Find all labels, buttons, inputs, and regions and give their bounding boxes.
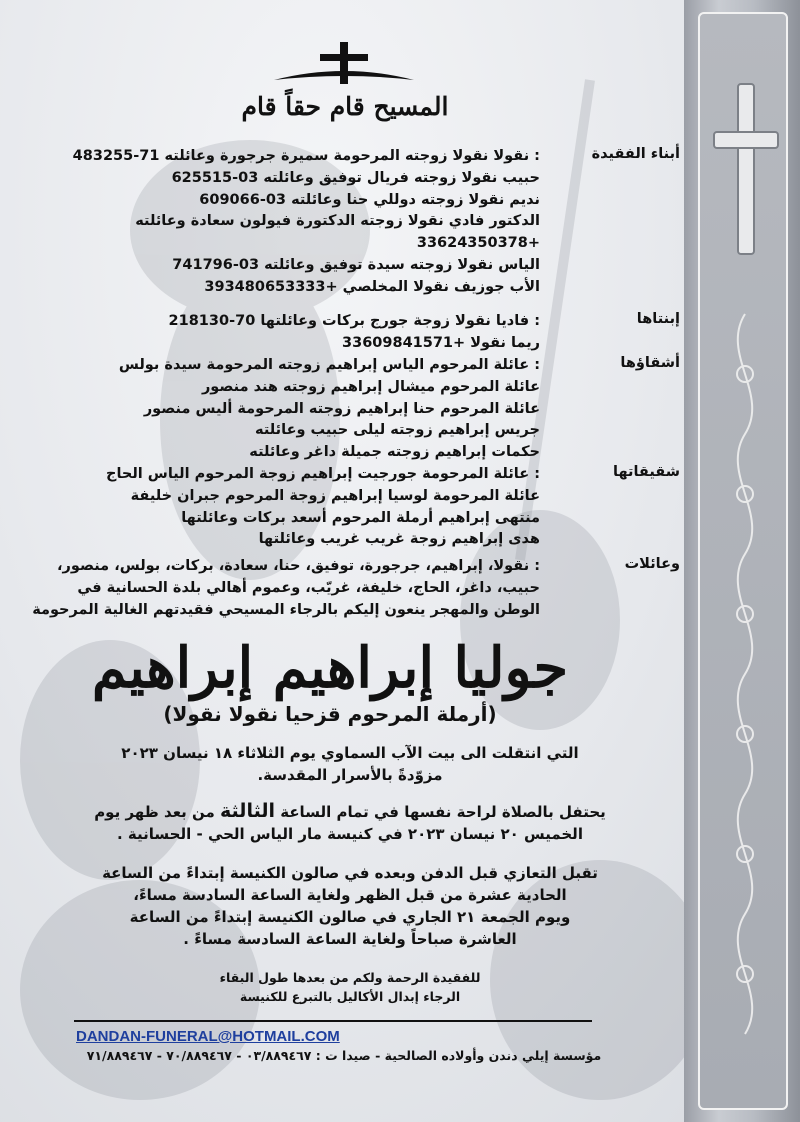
deceased-subtitle: (أرملة المرحوم قزحيا نقولا نقولا): [163, 702, 497, 726]
passing-paragraph: [60, 742, 640, 786]
closing-line: الرجاء إبدال الأكاليل بالتبرع للكنيسة: [239, 989, 461, 1004]
relatives-lines: [20, 556, 540, 621]
passing-line: مزوّدةً بالأسرار المقدسة.: [257, 766, 443, 784]
condolences-line: الحادية عشرة من قبل الظهر ولغاية الساعة السادسة مساءً،: [133, 886, 567, 904]
relative-line: حبيب نقولا زوجته فريال توفيق وعائلته 03-625515: [171, 169, 540, 186]
relatives-label: شقيقاتها: [613, 464, 680, 480]
side-cross-ornament-icon: [700, 14, 790, 1112]
relatives-label: أبناء الفقيدة: [591, 146, 680, 162]
relatives-section: [60, 311, 680, 355]
funeral-text: من بعد ظهر يوم: [94, 803, 215, 821]
relative-line: جريس إبراهيم زوجته ليلى حبيب وعائلته: [255, 422, 540, 439]
side-border-panel: [698, 12, 788, 1110]
relative-line: عائلة المرحوم ميشال إبراهيم زوجته هند منصور: [201, 378, 540, 395]
relative-line: هدى إبراهيم زوجة غريب غريب وعائلتها: [258, 531, 540, 548]
relative-line: الياس نقولا زوجته سيدة توفيق وعائلته 03-741796: [172, 256, 540, 273]
page-title: المسيح قام حقاً قام: [241, 92, 449, 121]
relative-line: : نقولا، إبراهيم، جرجورة، توفيق، حنا، سعادة، بركات، بولس، منصور،: [57, 558, 540, 574]
relatives-lines: [20, 464, 540, 551]
relative-line: : عائلة المرحوم الياس إبراهيم زوجته المرحومة سيدة بولس: [118, 357, 540, 373]
relatives-section: [60, 146, 680, 300]
relative-line: +33624350378: [416, 235, 540, 252]
relative-line: منتهى إبراهيم أرملة المرحوم أسعد بركات وعائلتها: [181, 509, 540, 526]
funeral-paragraph: [60, 800, 640, 845]
relative-line: عائلة المرحوم حنا إبراهيم زوجته المرحومة أليس منصور: [143, 400, 540, 417]
condolences-line: تقبل التعازي قبل الدفن وبعده في صالون الكنيسة إبتداءً من الساعة: [102, 864, 598, 882]
condolences-line: ويوم الجمعة ٢١ الجاري في صالون الكنيسة إبتداءً من الساعة: [129, 908, 571, 926]
relatives-lines: [20, 146, 540, 299]
closing-line: للفقيدة الرحمة ولكم من بعدها طول البقاء: [219, 970, 481, 985]
relative-line: حبيب، داغر، الحاج، خليفة، غريّب، وعموم أهالي بلدة الحسانية في: [77, 579, 540, 596]
divider: [74, 1020, 592, 1022]
closing-note: [200, 968, 500, 1006]
relatives-section: [60, 464, 680, 552]
funeral-line: [60, 800, 640, 823]
relative-line: الدكتور فادي نقولا زوجته الدكتورة فيولون سعادة وعائلته: [135, 213, 540, 230]
relatives-lines: [20, 355, 540, 464]
relatives-section: [32, 556, 680, 622]
funeral-hour: الثالثة: [220, 800, 275, 822]
relative-line: عائلة المرحومة لوسيا إبراهيم زوجة المرحوم جبران خليفة: [130, 487, 540, 504]
relatives-section: [60, 355, 680, 465]
agency-contact: مؤسسة إيلي دندن وأولاده الصالحية - صيدا ت : ٠٣/٨٨٩٤٦٧ - ٧٠/٨٨٩٤٦٧ - ٧١/٨٨٩٤٦٧: [86, 1048, 602, 1063]
condolences-paragraph: [60, 862, 640, 950]
email-link[interactable]: DANDAN-FUNERAL@HOTMAIL.COM: [76, 1028, 340, 1045]
relative-line: ريما نقولا +33609841571: [342, 334, 540, 351]
funeral-text: يحتفل بالصلاة لراحة نفسها في تمام الساعة: [280, 803, 606, 821]
relative-line: حكمات إبراهيم زوجته جميلة داغر وعائلته: [249, 444, 540, 461]
relatives-label: وعائلات: [624, 556, 680, 572]
cross-icon: [254, 40, 434, 90]
relative-line: نديم نقولا زوجته دوللي حنا وعائلته 03-609066: [199, 191, 540, 208]
deceased-name: جوليا إبراهيم إبراهيم: [91, 635, 569, 701]
funeral-line: الخميس ٢٠ نيسان ٢٠٢٣ في كنيسة مار الياس الحي - الحسانية .: [117, 825, 583, 843]
relatives-label: أشقاؤها: [620, 355, 680, 371]
relatives-lines: [20, 311, 540, 355]
relative-line: : فاديا نقولا زوجة جورج بركات وعائلتها 70-218130: [168, 313, 540, 329]
relatives-label: إبنتاها: [636, 311, 680, 327]
passing-line: التي انتقلت الى بيت الآب السماوي يوم الثلاثاء ١٨ نيسان ٢٠٢٣: [121, 744, 579, 762]
relative-line: : نقولا نقولا زوجته المرحومة سميرة جرجورة وعائلته 71-483255: [72, 148, 540, 164]
relative-line: الوطن والمهجر ينعون إليكم بالرجاء المسيحي فقيدتهم الغالية المرحومة: [32, 601, 540, 618]
relative-line: الأب جوزيف نقولا المخلصي +393480653333: [204, 278, 540, 295]
condolences-line: العاشرة صباحاً ولغاية الساعة السادسة مساءً .: [183, 930, 517, 948]
relative-line: : عائلة المرحومة جورجيت إبراهيم زوجة المرحوم الياس الحاج: [106, 466, 540, 482]
